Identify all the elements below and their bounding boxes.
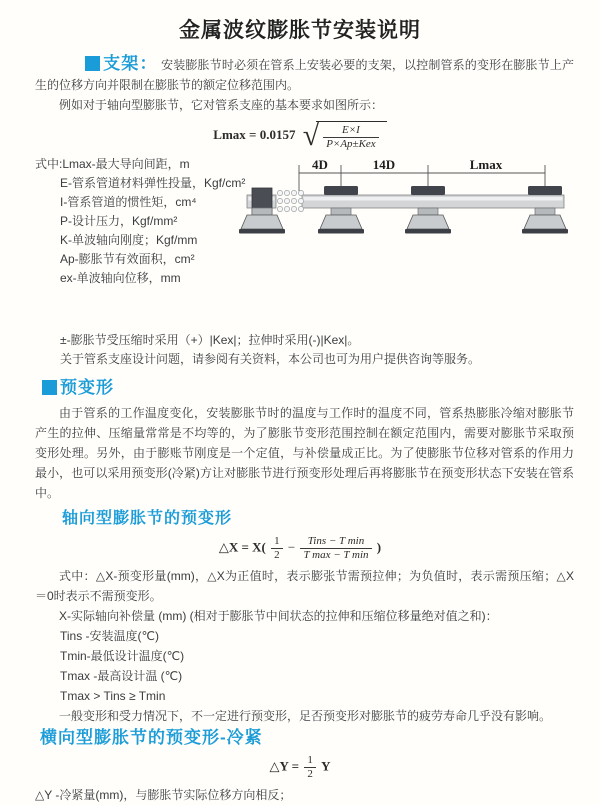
sqrt-expression	[303, 121, 387, 151]
axial-formula-explanation: 式中：△X-预变形量(mm)，△X为正值时，表示膨张节需预拉伸；为负值时，表示需预压缩；△X＝0时表示不需预变形。	[35, 569, 574, 603]
fraction-numerator: 1	[274, 535, 280, 547]
formula-lhs: △X = X(	[218, 539, 266, 555]
formula-lhs: △Y =	[269, 758, 300, 774]
lateral-note-line: △Y -冷紧量(mm)，与膨胀节实际位移方向相反；	[35, 788, 292, 802]
axial-general-note: 一般变形和受力情况下，不一定进行预变形，足否预变形对膨胀节的疲劳寿命几乎没有影响。	[59, 709, 552, 723]
definition-item: K-单波轴向刚度；Kgf/mm	[60, 233, 198, 247]
definition-item: 式中:Lmax-最大导向间距，m	[35, 157, 190, 171]
axial-predeform-subtitle: 轴向型膨胀节的预变形	[62, 510, 233, 527]
fraction-denominator: 2	[271, 548, 283, 562]
support-section-heading: 支架：	[103, 54, 158, 73]
guide-support	[522, 186, 568, 234]
section-marker-square	[42, 380, 57, 395]
bellows-coils	[277, 190, 303, 211]
close-paren: )	[376, 539, 382, 555]
formula-lhs: Lmax = 0.0157	[213, 126, 296, 142]
guide-support	[318, 186, 364, 234]
predeform-section-heading	[42, 377, 600, 400]
section-marker-square	[85, 56, 100, 71]
dim-label-lmax: Lmax	[469, 157, 503, 172]
half-fraction	[271, 535, 283, 562]
service-note: 关于管系支座设计问题，请参阅有关资料，本公司也可为用户提供咨询等服务。	[60, 352, 481, 366]
definition-item: P-设计压力，Kgf/mm²	[60, 214, 178, 228]
temp-definition-line: Tins -安装温度(℃)	[60, 629, 160, 643]
definition-item: I-管系管道的惯性矩，cm⁴	[60, 195, 197, 209]
x-definition-line: X-实际轴向补偿量 (mm) (相对于膨胀节中间状态的拉伸和压缩位移量绝对值之和)：	[59, 609, 498, 623]
radicand	[316, 121, 387, 151]
temp-relation-line: Tmax > Tins ≥ Tmin	[60, 689, 166, 703]
fraction	[323, 124, 379, 151]
half-fraction	[304, 754, 316, 781]
pipe-support-diagram	[246, 157, 596, 252]
fraction-denominator: 2	[304, 767, 316, 781]
definition-item: E-管系管道材料弹性投量，Kgf/cm²	[60, 176, 246, 190]
radical-sign: √	[302, 119, 320, 152]
definition-item: Ap-膨胀节有效面积，cm²	[60, 252, 195, 266]
definitions-and-diagram	[0, 155, 600, 331]
dim-label-14d: 14D	[372, 157, 396, 172]
lateral-predeform-subtitle: 横向型膨胀节的预变形-冷紧	[40, 728, 263, 747]
fraction-numerator: Tins − T min	[307, 535, 365, 547]
predeform-intro-paragraph: 由于管系的工作温度变化，安装膨胀节时的温度与工作时的温度不同，管系热膨胀冷缩对膨胀节产生的拉伸、压缩量常常是不均等的，为了膨胀节变形范围控制在额定范围内，需要对膨胀节采取预变形处理。另外，由于膨账节刚度是一个定值，与补偿量成正比。为了使膨胀节位移对管系的作用力最小，也可以采用预变形(冷紧)方让对膨胀节进行预变形处理后再将膨胀节在预变形状态下安装在管系中。	[35, 406, 574, 500]
guide-spacing-formula	[0, 121, 600, 151]
temp-definition-line: Tmax -最高设计温 (℃)	[60, 669, 183, 683]
temp-definition-line: Tmin-最低设计温度(℃)	[60, 649, 185, 663]
predeform-heading-text: 预变形	[60, 378, 114, 397]
axial-predeform-formula	[0, 535, 600, 562]
page-title: 金属波纹膨胀节安装说明	[179, 19, 421, 42]
temperature-fraction	[300, 535, 371, 562]
guide-support	[405, 186, 451, 234]
support-intro-text: 安装膨胀节时必须在管系上安装必要的支架，以控制管系的变形在膨胀节上产生的位移方向并限制在膨胀节的额定位移范围内。	[35, 58, 574, 92]
formula-rhs: Y	[321, 758, 331, 774]
document-page	[0, 14, 600, 802]
fraction-numerator: 1	[307, 754, 313, 766]
lateral-predeform-formula	[0, 754, 600, 781]
fraction-denominator: P×Ap±Kex	[323, 137, 379, 151]
dim-label-4d: 4D	[312, 157, 328, 172]
definition-item: ex-单波轴向位移，mm	[60, 271, 181, 285]
minus-sign: −	[287, 539, 296, 555]
fraction-numerator: E×I	[342, 124, 360, 136]
fraction-denominator: T max − T min	[300, 548, 371, 562]
sign-convention-note: ±-膨胀节受压缩时采用（+）|Kex|；拉伸时采用(-)|Kex|。	[60, 333, 360, 347]
support-example-line: 例如对于轴向型膨胀节，它对管系支座的基本要求如图所示：	[59, 98, 384, 112]
support-intro-paragraph	[35, 54, 574, 95]
